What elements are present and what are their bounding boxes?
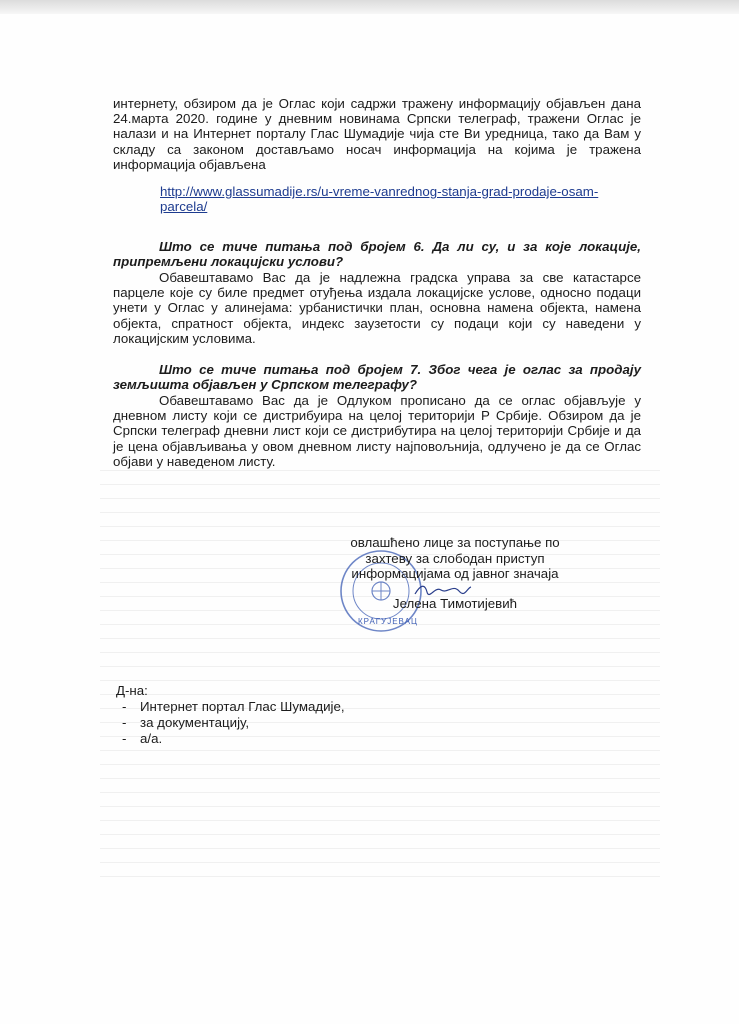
distribution-items <box>116 699 345 747</box>
question-6-answer: Обавештавамо Вас да је надлежна градска управа за све катастарсе парцеле које су биле предмет отуђења издала локацијске услове, односно подаци унети у Оглас у алинејама: урбанистички план, основна намена објекта, намена објекта, спратност објекта, индекс заузетости су подаци који су наведени у локацијским условима. <box>113 270 641 346</box>
portal-link[interactable] <box>160 184 640 214</box>
page-fold-shadow <box>0 0 739 14</box>
signature-block <box>335 535 575 611</box>
show-through-text <box>100 470 660 890</box>
distribution-item: - Интернет портал Глас Шумадије, <box>116 699 345 715</box>
stamp-text: КРАГУЈЕВАЦ <box>358 617 418 626</box>
question-6-heading: Што се тиче питања под бројем 6. Да ли су, и за које локације, припремљени локацијски услови? <box>113 239 641 270</box>
distribution-list <box>116 683 345 747</box>
signature-line-2: захтеву за слободан приступ <box>365 550 545 566</box>
distribution-item: - за документацију, <box>116 715 345 731</box>
question-7-heading: Што се тиче питања под бројем 7. Због чега је оглас за продају земљишта објављен у Српском телеграфу? <box>113 362 641 393</box>
signature-line-1: овлашћено лице за поступање по <box>350 535 560 550</box>
distribution-item: - а/а. <box>116 731 345 747</box>
intro-paragraph: интернету, обзиром да је Оглас који садржи тражену информацију објављен дана 24.марта 2020. године у дневним новинама Српски телеграф, тражени Оглас је налази и на Интернет порталу Глас Шумадије чија сте Ви уредница, тако да Вам у складу са законом достављамо носач информација на којима је тражена информација објављена <box>113 96 641 172</box>
distribution-label: Д-на: <box>116 683 148 698</box>
signature-line-3: информацијама од јавног значаја <box>351 566 559 582</box>
portal-link-text[interactable]: http://www.glassumadije.rs/u-vreme-vanrednog-stanja-grad-prodaje-osam-parcela/ <box>160 184 599 215</box>
signatory-name: Јелена Тимотијевић <box>392 595 518 611</box>
question-7-answer: Обавештавамо Вас да је Одлуком прописано да се оглас објављује у дневном листу који се дистрибуира на целој територији Р Србије. Обзиром да је Српски телеграф дневни лист који се дистрибутира на целој територији Србије и да је цена објављивања у овом дневном листу најповољнија, одлучено је да се Оглас објави у наведеном листу. <box>113 393 641 469</box>
